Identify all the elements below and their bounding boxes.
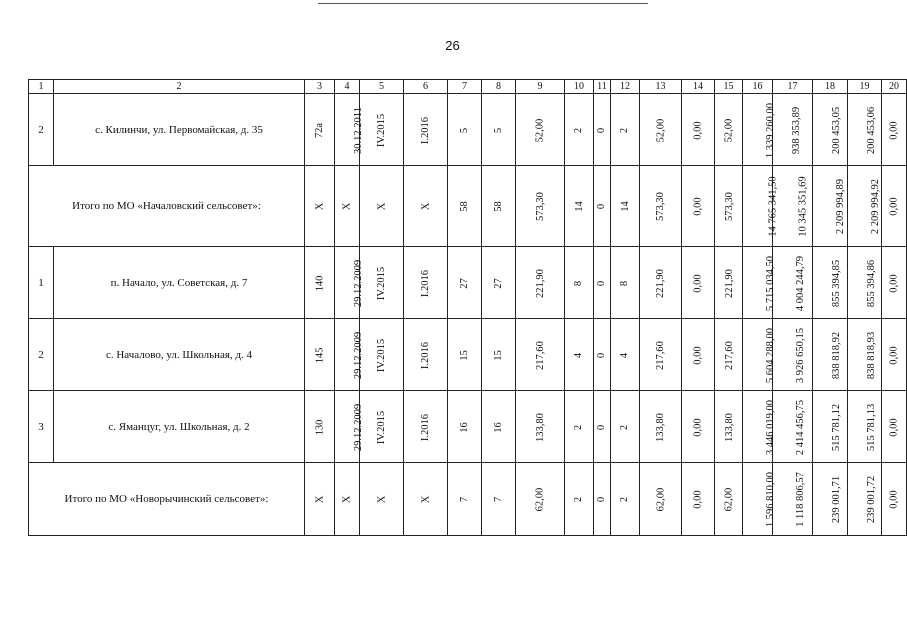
cell-value: 2: [573, 496, 585, 503]
table-cell: [404, 319, 448, 391]
table-cell: [773, 463, 813, 536]
cell-value: 15: [493, 349, 504, 361]
cell-value: Х: [376, 202, 387, 211]
table-cell: [743, 166, 779, 247]
cell-value: 0,00: [692, 345, 704, 365]
cell-value: 0,00: [888, 120, 900, 140]
table-cell: [516, 94, 565, 166]
cell-value: IV.2015: [375, 113, 387, 147]
cell-value: 4 004 244,79: [795, 255, 807, 311]
table-cell: [516, 319, 565, 391]
table-cell: [640, 247, 682, 319]
cell-value: 3 446 019,00: [765, 399, 777, 455]
address-cell: с. Килинчи, ул. Первомайская, д. 35: [54, 94, 305, 166]
cell-value: Х: [420, 495, 431, 504]
table-cell: [611, 247, 640, 319]
table-cell: [594, 247, 611, 319]
table-cell: [773, 391, 813, 463]
column-number: 5: [360, 80, 404, 94]
cell-value: 0,00: [888, 273, 900, 293]
cell-value: 7: [493, 496, 504, 503]
cell-value: IV.2015: [375, 410, 387, 444]
cell-value: 0: [596, 127, 608, 133]
cell-value: 217,60: [534, 340, 546, 370]
cell-value: 855 394,85: [831, 259, 843, 307]
cell-value: 515 781,12: [831, 403, 843, 451]
table-cell: [682, 391, 715, 463]
cell-value: 1 339 260,00: [765, 102, 777, 158]
row-number: 2: [29, 94, 54, 166]
subtotal-row: [29, 463, 907, 536]
cell-value: 15: [459, 349, 470, 361]
cell-value: 0,00: [888, 345, 900, 365]
table-cell: [773, 94, 813, 166]
table-cell: [482, 319, 516, 391]
cell-value: 0,00: [692, 120, 704, 140]
table-cell: [611, 319, 640, 391]
table-cell: [335, 94, 364, 166]
cell-value: 133,80: [655, 412, 666, 442]
table-cell: [848, 319, 882, 391]
table-cell: [743, 463, 777, 536]
table-cell: [565, 391, 594, 463]
table-row: [29, 391, 907, 463]
table-cell: [848, 166, 882, 247]
cell-value: 239 001,72: [866, 475, 878, 524]
cell-value: 221,90: [655, 268, 666, 298]
row-number: 3: [29, 391, 54, 463]
cell-value: 72а: [313, 122, 325, 138]
cell-value: 58: [459, 201, 470, 212]
table-cell: [305, 94, 335, 166]
table-cell: [611, 463, 640, 536]
column-number: 4: [335, 80, 360, 94]
cell-value: 938 353,89: [791, 106, 803, 154]
table-cell: [335, 166, 360, 247]
cell-value: 4: [619, 352, 631, 358]
cell-value: 10 345 351,69: [797, 176, 809, 237]
cell-value: 62,00: [534, 487, 546, 512]
table-cell: [813, 94, 848, 166]
table-cell: [848, 463, 882, 536]
cell-value: 0,00: [692, 273, 704, 293]
cell-value: 2: [619, 127, 631, 133]
table-cell: [404, 463, 448, 536]
table-cell: [335, 463, 360, 536]
table-cell: [640, 94, 682, 166]
column-number: 13: [640, 80, 682, 94]
cell-value: 838 818,92: [831, 331, 843, 379]
cell-value: 573,30: [723, 192, 735, 221]
table-cell: [743, 247, 777, 319]
table-cell: [715, 94, 743, 166]
cell-value: 62,00: [655, 487, 666, 512]
column-number: 8: [482, 80, 516, 94]
table-cell: [404, 166, 448, 247]
column-number: 16: [743, 80, 773, 94]
cell-value: Х: [314, 202, 325, 211]
subtotal-row: [29, 166, 907, 247]
column-number: 7: [448, 80, 482, 94]
table-cell: [813, 463, 848, 536]
cell-value: 145: [314, 347, 325, 363]
cell-value: 0: [596, 424, 608, 430]
cell-value: 27: [459, 277, 470, 289]
cell-value: 217,60: [723, 340, 735, 370]
cell-value: 515 781,13: [866, 403, 878, 451]
cell-value: 5: [459, 127, 470, 133]
table-cell: [516, 463, 565, 536]
table-cell: [813, 166, 848, 247]
table-cell: [516, 247, 565, 319]
table-cell: [482, 391, 516, 463]
cell-value: 0,00: [888, 197, 900, 216]
table-cell: [448, 391, 482, 463]
table-cell: [682, 319, 715, 391]
address-cell: с. Началово, ул. Школьная, д. 4: [54, 319, 305, 391]
cell-value: 52,00: [723, 118, 734, 142]
table-cell: [565, 166, 594, 247]
column-number: 17: [773, 80, 813, 94]
cell-value: Х: [314, 495, 325, 504]
cell-value: 29.12.2009: [353, 331, 365, 379]
cell-value: 0,00: [692, 490, 704, 509]
table-cell: [516, 166, 565, 247]
cell-value: 0,00: [888, 490, 900, 509]
cell-value: 16: [493, 421, 504, 433]
cell-value: 573,30: [655, 192, 666, 221]
column-number: 11: [594, 80, 611, 94]
cell-value: I.2016: [420, 341, 431, 369]
table-cell: [448, 319, 482, 391]
table-cell: [482, 247, 516, 319]
cell-value: 133,80: [723, 412, 735, 442]
cell-value: 2: [619, 424, 631, 430]
table-cell: [594, 463, 611, 536]
cell-value: 2 209 994,89: [835, 178, 847, 235]
cell-value: I.2016: [420, 413, 431, 441]
cell-value: 0: [596, 203, 608, 210]
cell-value: 29.12.2009: [353, 259, 365, 307]
table-cell: [305, 463, 335, 536]
table-cell: [743, 319, 777, 391]
cell-value: 14 765 341,50: [767, 176, 779, 237]
table-cell: [882, 391, 907, 463]
table-cell: [594, 391, 611, 463]
column-number: 10: [565, 80, 594, 94]
cell-value: IV.2015: [375, 266, 387, 300]
table-cell: [715, 166, 743, 247]
table-cell: [448, 94, 482, 166]
table-cell: [594, 166, 611, 247]
cell-value: 573,30: [534, 192, 546, 221]
cell-value: I.2016: [420, 269, 431, 297]
table-cell: [682, 247, 715, 319]
table-row: [29, 247, 907, 319]
cell-value: 5 604 288,00: [765, 327, 777, 383]
table-cell: [565, 319, 594, 391]
cell-value: 2: [573, 127, 585, 133]
table-cell: [305, 319, 335, 391]
table-cell: [305, 247, 335, 319]
table-cell: [848, 247, 882, 319]
table-cell: [335, 391, 365, 463]
table-cell: [360, 94, 404, 166]
cell-value: 52,00: [655, 118, 666, 142]
table-cell: [360, 391, 404, 463]
address-cell: п. Начало, ул. Советская, д. 7: [54, 247, 305, 319]
table-cell: [305, 391, 335, 463]
table-cell: [360, 463, 404, 536]
cell-value: 7: [459, 496, 470, 503]
table-cell: [482, 94, 516, 166]
cell-value: 0,00: [692, 197, 704, 216]
table-cell: [848, 94, 882, 166]
table-cell: [404, 247, 448, 319]
table-cell: [813, 247, 848, 319]
page-number: 26: [445, 38, 460, 53]
table-cell: [743, 391, 777, 463]
column-number-row: [29, 80, 907, 94]
table-cell: [594, 94, 611, 166]
table-cell: [715, 391, 743, 463]
cell-value: 200 453,05: [831, 106, 843, 154]
table-cell: [682, 166, 715, 247]
table-cell: [404, 94, 448, 166]
table-cell: [682, 463, 715, 536]
cell-value: 4: [573, 352, 585, 358]
table-cell: [404, 391, 448, 463]
column-number: 14: [682, 80, 715, 94]
table-cell: [565, 463, 594, 536]
cell-value: 239 001,71: [831, 475, 843, 524]
row-number: 2: [29, 319, 54, 391]
column-number: 20: [882, 80, 907, 94]
cell-value: 2 414 456,75: [795, 399, 807, 455]
table-cell: [640, 391, 682, 463]
cell-value: 29.12.2009: [353, 403, 365, 451]
housing-table: [28, 79, 907, 536]
column-number: 6: [404, 80, 448, 94]
cell-value: 8: [619, 280, 631, 286]
cell-value: 130: [314, 419, 325, 435]
cell-value: 2 209 994,92: [870, 178, 882, 235]
subtotal-label: Итого по МО «Началовский сельсовет»:: [29, 166, 305, 247]
table-cell: [682, 94, 715, 166]
cell-value: 0: [596, 352, 608, 358]
cell-value: 0,00: [692, 417, 704, 437]
cell-value: 14: [573, 201, 585, 212]
table-cell: [335, 319, 365, 391]
column-number: 15: [715, 80, 743, 94]
table-cell: [882, 94, 907, 166]
table-cell: [882, 166, 907, 247]
cell-value: 2: [573, 424, 585, 430]
cell-value: 221,90: [534, 268, 546, 298]
top-rule: [318, 3, 648, 4]
column-number: 18: [813, 80, 848, 94]
table-cell: [640, 463, 682, 536]
table-cell: [335, 247, 365, 319]
cell-value: 14: [619, 201, 631, 212]
table-cell: [448, 247, 482, 319]
table-cell: [813, 319, 848, 391]
address-cell: с. Яманцуг, ул. Школьная, д. 2: [54, 391, 305, 463]
table-cell: [743, 94, 777, 166]
cell-value: 1 118 806,57: [794, 472, 806, 527]
table-cell: [448, 166, 482, 247]
table-cell: [482, 463, 516, 536]
cell-value: 0,00: [888, 417, 900, 437]
cell-value: I.2016: [420, 116, 431, 144]
table-cell: [611, 391, 640, 463]
column-number: 3: [305, 80, 335, 94]
table-cell: [516, 391, 565, 463]
cell-value: 27: [493, 277, 504, 289]
cell-value: 58: [493, 201, 504, 212]
cell-value: 5 715 034,50: [765, 255, 777, 311]
cell-value: Х: [341, 202, 353, 211]
table-cell: [565, 94, 594, 166]
row-number: 1: [29, 247, 54, 319]
column-number: 2: [54, 80, 305, 94]
cell-value: 52,00: [534, 118, 546, 142]
table-cell: [640, 319, 682, 391]
cell-value: 3 926 650,15: [795, 327, 807, 383]
table-cell: [594, 319, 611, 391]
cell-value: 133,80: [534, 412, 546, 442]
table-cell: [882, 463, 907, 536]
cell-value: 5: [493, 127, 504, 133]
cell-value: 16: [459, 421, 470, 433]
cell-value: 0: [596, 280, 608, 286]
column-number: 19: [848, 80, 882, 94]
table-cell: [715, 463, 743, 536]
table-cell: [848, 391, 882, 463]
cell-value: 1 596 810,00: [765, 471, 777, 528]
cell-value: 200 453,06: [866, 106, 878, 154]
table-cell: [448, 463, 482, 536]
cell-value: Х: [341, 495, 353, 504]
cell-value: 62,00: [723, 487, 734, 512]
table-cell: [640, 166, 682, 247]
table-cell: [611, 166, 640, 247]
cell-value: 855 394,86: [866, 259, 878, 307]
column-number: 9: [516, 80, 565, 94]
cell-value: 217,60: [655, 340, 666, 370]
cell-value: 221,90: [723, 268, 735, 298]
table-cell: [360, 247, 404, 319]
cell-value: 30.12.2011: [352, 106, 364, 154]
table-cell: [305, 166, 335, 247]
table-cell: [813, 391, 848, 463]
table-row: [29, 319, 907, 391]
table-cell: [773, 247, 813, 319]
table-cell: [611, 94, 640, 166]
cell-value: Х: [376, 495, 387, 504]
table-row: [29, 94, 907, 166]
table-cell: [360, 166, 404, 247]
table-cell: [882, 319, 907, 391]
table-cell: [482, 166, 516, 247]
cell-value: Х: [420, 202, 431, 211]
cell-value: IV.2015: [375, 338, 387, 372]
subtotal-label: Итого по МО «Новорычинский сельсовет»:: [29, 463, 305, 536]
table-cell: [360, 319, 404, 391]
table-cell: [773, 319, 813, 391]
cell-value: 0: [596, 496, 608, 503]
cell-value: 8: [573, 280, 585, 286]
table-cell: [882, 247, 907, 319]
table-cell: [715, 247, 743, 319]
table-cell: [565, 247, 594, 319]
column-number: 1: [29, 80, 54, 94]
cell-value: 140: [314, 275, 325, 291]
cell-value: 838 818,93: [866, 331, 878, 379]
column-number: 12: [611, 80, 640, 94]
table-cell: [715, 319, 743, 391]
cell-value: 2: [619, 496, 631, 503]
